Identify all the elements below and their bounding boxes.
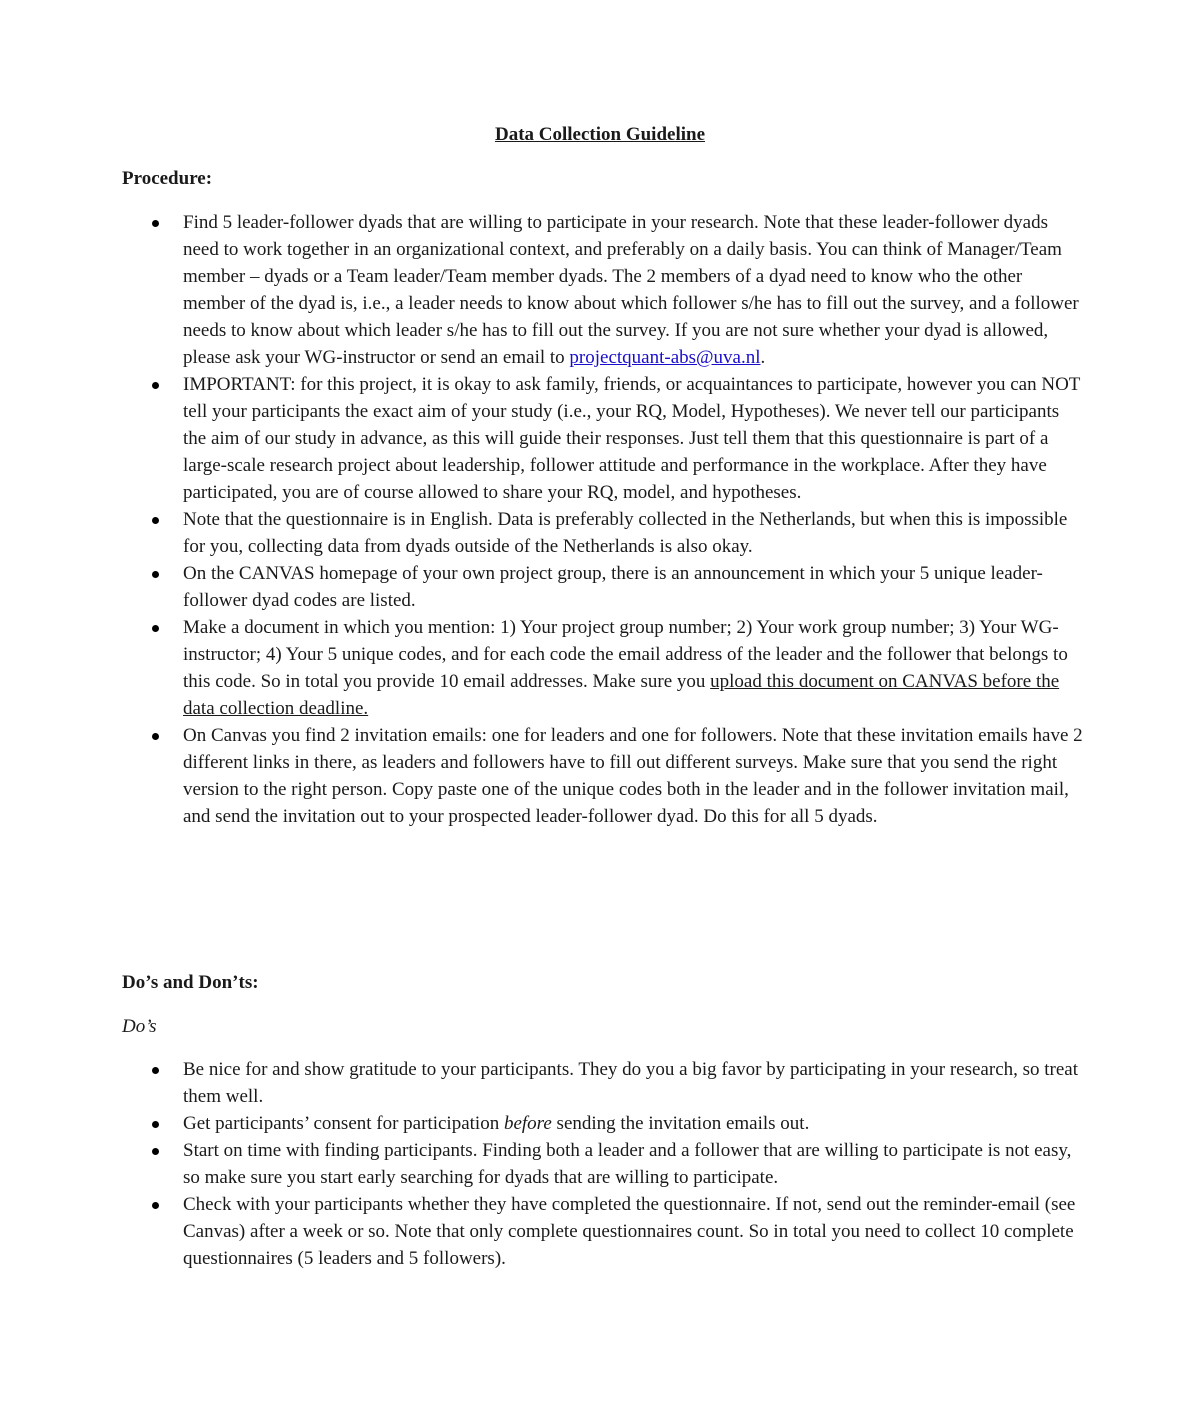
list-item [183, 1056, 1083, 1110]
procedure-heading: Procedure: [122, 168, 213, 189]
emphasis-text: before [503, 1113, 552, 1134]
list-item [183, 506, 1083, 560]
list-item [183, 371, 1083, 506]
list-item-text: Find 5 leader-follower dyads that are willing to participate in your research. Note that these leader-follower dyads need to work together in an organizational context, and preferably on a daily basis. You can think of Manager/Team member – dyads or a Team leader/Team member dyads. The 2 members of a dyad need to know who the other member of the dyad is, i.e., a leader needs to know about which follower s/he has to fill out the survey, and a follower needs to know about which leader s/he has to fill out the survey. If you are not sure whether your dyad is allowed, please ask your WG-instructor or send an email to [183, 212, 1079, 368]
bullet-icon [152, 1121, 159, 1128]
list-item [183, 722, 1083, 830]
list-item-text: Check with your participants whether they have completed the questionnaire. If not, send out the reminder-email (see Canvas) after a week or so. Note that only complete questionnaires count. So in total you need to collect 10 complete questionnaires (5 leaders and 5 followers). [183, 1194, 1076, 1269]
bullet-icon [152, 517, 159, 524]
list-item [183, 1137, 1083, 1191]
bullet-icon [152, 382, 159, 389]
bullet-icon [152, 1202, 159, 1209]
dos-donts-heading: Do’s and Don’ts: [122, 972, 259, 993]
list-item-text: On Canvas you find 2 invitation emails: one for leaders and one for followers. Note that these invitation emails have 2 different links in there, as leaders and followers have to fill out different surveys. Make sure that you send the right version to the right person. Copy paste one of the unique codes both in the leader and in the follower invitation mail, and send the invitation out to your prospected leader-follower dyad. Do this for all 5 dyads. [183, 725, 1083, 827]
list-item [183, 560, 1083, 614]
list-item [183, 1191, 1083, 1272]
list-item-text: Note that the questionnaire is in English. Data is preferably collected in the Netherlands, but when this is impossible for you, collecting data from dyads outside of the Netherlands is also okay. [183, 509, 1068, 557]
bullet-icon [152, 1067, 159, 1074]
list-item [183, 614, 1083, 722]
dos-list [183, 1056, 1083, 1272]
bullet-icon [152, 220, 159, 227]
list-item [183, 209, 1083, 371]
bullet-icon [152, 1148, 159, 1155]
list-item-text: On the CANVAS homepage of your own project group, there is an announcement in which your 5 unique leader-follower dyad codes are listed. [183, 563, 1043, 611]
list-item-text: Make a document in which you mention: 1) Your project group number; 2) Your work group number; 3) Your WG-instructor; 4) Your 5 unique codes, and for each code the email address of the leader and the follower that belongs to this code. So in total you provide 10 email addresses. Make sure you [183, 617, 1068, 692]
underlined-instruction: upload this document on CANVAS before the data collection deadline. [183, 671, 1060, 719]
list-item-text: Get participants’ consent for participation [183, 1113, 504, 1134]
document-title: Data Collection Guideline [494, 124, 706, 145]
list-item-text-end: sending the invitation emails out. [551, 1113, 810, 1134]
email-link[interactable]: projectquant-abs@uva.nl [569, 347, 761, 368]
bullet-icon [152, 733, 159, 740]
dos-label: Do’s [122, 1016, 157, 1037]
list-item-text: IMPORTANT: for this project, it is okay to ask family, friends, or acquaintances to participate, however you can NOT tell your participants the exact aim of your study (i.e., your RQ, Model, Hypotheses). We never tell our participants the aim of our study in advance, as this will guide their responses. Just tell them that this questionnaire is part of a large-scale research project about leadership, follower attitude and performance in the workplace. After they have participated, you are of course allowed to share your RQ, model, and hypotheses. [183, 374, 1081, 503]
bullet-icon [152, 571, 159, 578]
list-item [183, 1110, 1083, 1137]
list-item-text: Be nice for and show gratitude to your participants. They do you a big favor by participating in your research, so treat them well. [183, 1059, 1079, 1107]
procedure-list [183, 209, 1083, 830]
bullet-icon [152, 625, 159, 632]
list-item-text: Start on time with finding participants. Finding both a leader and a follower that are willing to participate is not easy, so make sure you start early searching for dyads that are willing to participate. [183, 1140, 1072, 1188]
list-item-text-end: . [760, 347, 766, 368]
